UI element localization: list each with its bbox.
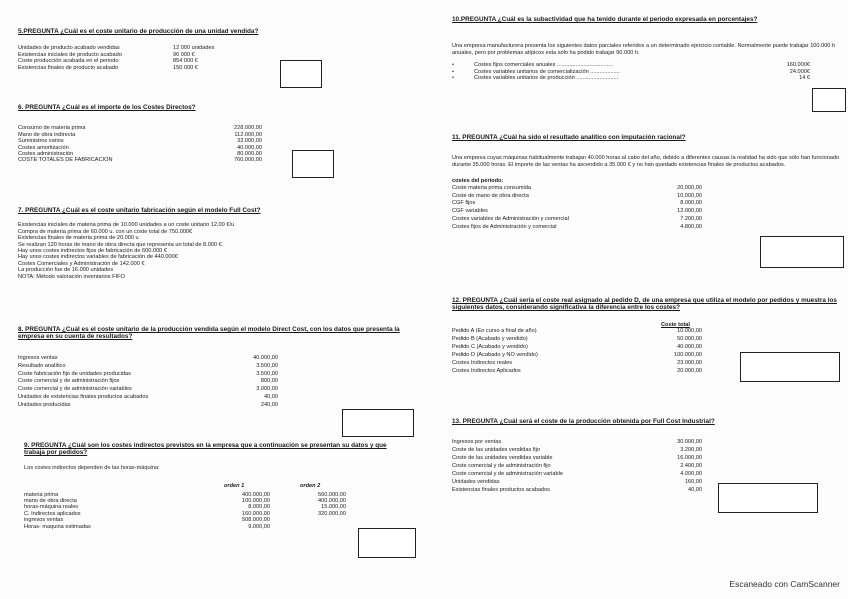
q7-line: Costes Comerciales y Administración de 142.000 €	[18, 260, 145, 267]
q6-row: Mano de obra indirecta 112.000,00	[18, 131, 262, 138]
q9-row: ingresos ventas 508.000,00	[24, 517, 270, 524]
q5-row: Unidades de producto acabado vendidas 12 000 unidades	[18, 45, 215, 52]
q8-row: Coste comercial y de administración fijos 800,00	[18, 378, 278, 385]
q6-row: Costes amortización 40.000,00	[18, 144, 262, 151]
q7-line: La producción fue de 16.000 unidades	[18, 267, 114, 274]
q8-row: Coste fabricación fijo de unidades producidas 3.500,00	[18, 370, 278, 377]
q13-row: Ingresos por ventas 30.000,00	[452, 439, 702, 446]
q12-row: Costes Indirectos Aplicados 20.000,00	[452, 367, 702, 374]
q12-row: Costes Indirectos reales 23.000,00	[452, 359, 702, 366]
answer-box-q11[interactable]	[760, 236, 844, 268]
q7-line: Compra de materia prima de 60.000 u. con un coste total de 750.000€	[18, 228, 193, 235]
q12-row: Pedido A (En curso a final de año) 10.000,00	[452, 328, 702, 335]
q11-row: Coste materia prima consumida 20.000,00	[452, 184, 702, 191]
q5-row: Existencias finales de producto acabado 150 000 €	[18, 64, 198, 71]
q11-row: Coste de mano de obra directa 10.000,00	[452, 192, 702, 199]
q9-row: mano de obra directa 100.000,00 400.000,00	[24, 497, 346, 504]
q9-row: C. Indirectos aplicados 160.000,00 320.000,00	[24, 510, 346, 517]
question-6-title: 6. PREGUNTA ¿Cuál es el importe de los Costes Directos?	[18, 104, 196, 111]
q8-row: Resultado analítico 3.500,00	[18, 362, 278, 369]
question-6	[18, 104, 408, 164]
q13-row: Coste comercial y de administración variable 4.000,00	[452, 471, 702, 478]
q10-bullet: • Costes variables unitarios de producción ........................... 14 €	[452, 75, 810, 82]
q10-text: Una empresa manufacturera presenta los siguientes datos parciales referidos a un determinado ejercicio contable. Normalmente puede trabajar 100.000 h anuales, pero por problemas atípicos esta sólo ha podido trabajar 90.000 h.	[452, 43, 836, 56]
answer-box-q8[interactable]	[342, 409, 414, 437]
question-7	[18, 207, 418, 280]
q7-line: Se realizan 120 horas de mano de obra directa que representa un total de 8.000 €.	[18, 241, 224, 248]
q10-bullet: • Costes variables unitarios de comercialización ................... 24.000€	[452, 68, 810, 75]
question-7-title: 7. PREGUNTA ¿Cuál es el coste unitario fabricación según el modelo Full Cost?	[18, 207, 261, 214]
q6-row: Consumo de materia prima 228.000,00	[18, 125, 262, 132]
question-13-title: 13. PREGUNTA ¿Cuál será el coste de la producción obtenida por Full Cost Industrial?	[452, 418, 715, 425]
q6-row: Costes administración 80.000,00	[18, 151, 262, 158]
q9-row: horas-máquina reales 8.000,00 15.000,00	[24, 504, 346, 511]
question-10	[452, 16, 842, 81]
question-9	[24, 442, 409, 530]
q6-row: COSTE TOTALES DE FABRICACION 760.000,00	[18, 157, 262, 164]
q11-row: CGF variables 12.000,00	[452, 208, 702, 215]
q13-row: Unidades vendidas 160,00	[452, 478, 702, 485]
answer-box-q6[interactable]	[292, 150, 334, 178]
q13-row: Existencias finales productos acabados 40,00	[452, 486, 702, 493]
q11-text: Una empresa cuyas máquinas habitualmente trabajan 40.000 horas al cabo del año, debido a diferentes causas la realidad ha sido que sólo han funcionado durante 35.000 horas. El importe de las ventas ha ascendido a 35.000 € y no han quedado existencias finales de productos acabados.	[452, 155, 840, 168]
q7-line: Existencias iniciales de materia prima de 10.000 unidades a un coste unitario 12,00 €/u	[18, 222, 235, 229]
answer-box-q5[interactable]	[280, 60, 322, 88]
q9-intro: Los costes indirectos dependen de las horas-máquina:	[24, 464, 160, 471]
question-12-title: 12. PREGUNTA ¿Cuál sería el coste real asignado al pedido D, de una empresa que utiliza el modelo por pedidos y muestra los siguientes datos, considerando significativa la diferencia entre los costes?	[452, 297, 837, 312]
q8-row: Unidades de existencias finales productos acabados 40,00	[18, 394, 278, 401]
q7-line: Hay unos costes indirectos fijos de fabricación de 600.000 €	[18, 248, 167, 255]
q12-row: Pedido D (Acabado y NO vendido) 100.000,00	[452, 351, 702, 358]
answer-box-q13[interactable]	[718, 483, 818, 513]
q11-row: CGF fijos 8.000,00	[452, 200, 702, 207]
question-11	[452, 134, 844, 232]
q8-row: Coste comercial y de administración variables 3.000,00	[18, 386, 278, 393]
question-11-title: 11. PREGUNTA ¿Cuál ha sido el resultado analítico con imputación racional?	[452, 134, 686, 141]
q9-row: materia prima 400.000,00 560.000,00	[24, 491, 346, 498]
q12-row: Pedido C (Acabado y vendido) 40.000,00	[452, 343, 702, 350]
camscanner-watermark: Escaneado con CamScanner	[729, 579, 840, 589]
q5-row: Coste producción acabada en el periodo 854 000 €	[18, 58, 198, 65]
q9-row: Horas- maquina estimadas 9.000,00	[24, 523, 270, 530]
question-10-title: 10.PREGUNTA ¿Cuál es la subactividad que ha tenido durante el periodo expresada en porcentajes?	[452, 16, 758, 23]
q12-header: Coste total	[661, 321, 690, 328]
question-5-title: 5.PREGUNTA ¿Cuál es el coste unitario de producción de una unidad vendida?	[18, 28, 259, 35]
q12-row: Pedido B (Acabado y vendido) 50.000,00	[452, 336, 702, 343]
q10-bullet: • Costes fijos comerciales anuales .................................... 160.000€	[452, 62, 810, 69]
question-8-title: 8. PREGUNTA ¿Cuál es el coste unitario de la producción vendida según el modelo Direct Cost, con los datos que presenta la empresa en su cuenta de resultados?	[18, 326, 400, 341]
q7-line: Hay unos costes indirectos variables de fabricación de 440.000€	[18, 254, 178, 261]
answer-box-q9[interactable]	[358, 528, 416, 558]
q11-row: Costes variables de Administración y comercial 7.200,00	[452, 216, 702, 223]
q13-row: Coste de las unidades vendidas fijo 3.200,00	[452, 447, 702, 454]
q6-row: Suministros varios 32.000,00	[18, 138, 262, 145]
question-8	[18, 326, 413, 410]
answer-box-q12[interactable]	[740, 352, 840, 382]
q8-row: Unidades producidas 240,00	[18, 402, 278, 409]
question-9-title: 9. PREGUNTA ¿Cuál son los costes indirectos previstos en la empresa que a continuación se presentan su datos y que trabaja por pedidos?	[24, 442, 387, 457]
q7-line: Existencias finales de materia prima de 20.000 u	[18, 235, 139, 242]
q11-subtitle: costes del periodo:	[452, 178, 504, 185]
q5-row: Existencias iniciales de producto acabado 96 000 €	[18, 51, 195, 58]
q8-row: Ingresos ventas 40.000,00	[18, 354, 278, 361]
q7-line: NOTA: Método valoración inventarios FIFO	[18, 273, 125, 280]
answer-box-q10[interactable]	[812, 88, 846, 112]
q13-row: Coste de las unidades vendidas variable 16.000,00	[452, 455, 702, 462]
q13-row: Coste comercial y de administración fijo 2.400,00	[452, 463, 702, 470]
q9-header: orden 1 orden 2	[224, 483, 321, 490]
question-5	[18, 28, 408, 71]
q11-row: Costes fijos de Administración y comercial 4.800,00	[452, 224, 702, 231]
